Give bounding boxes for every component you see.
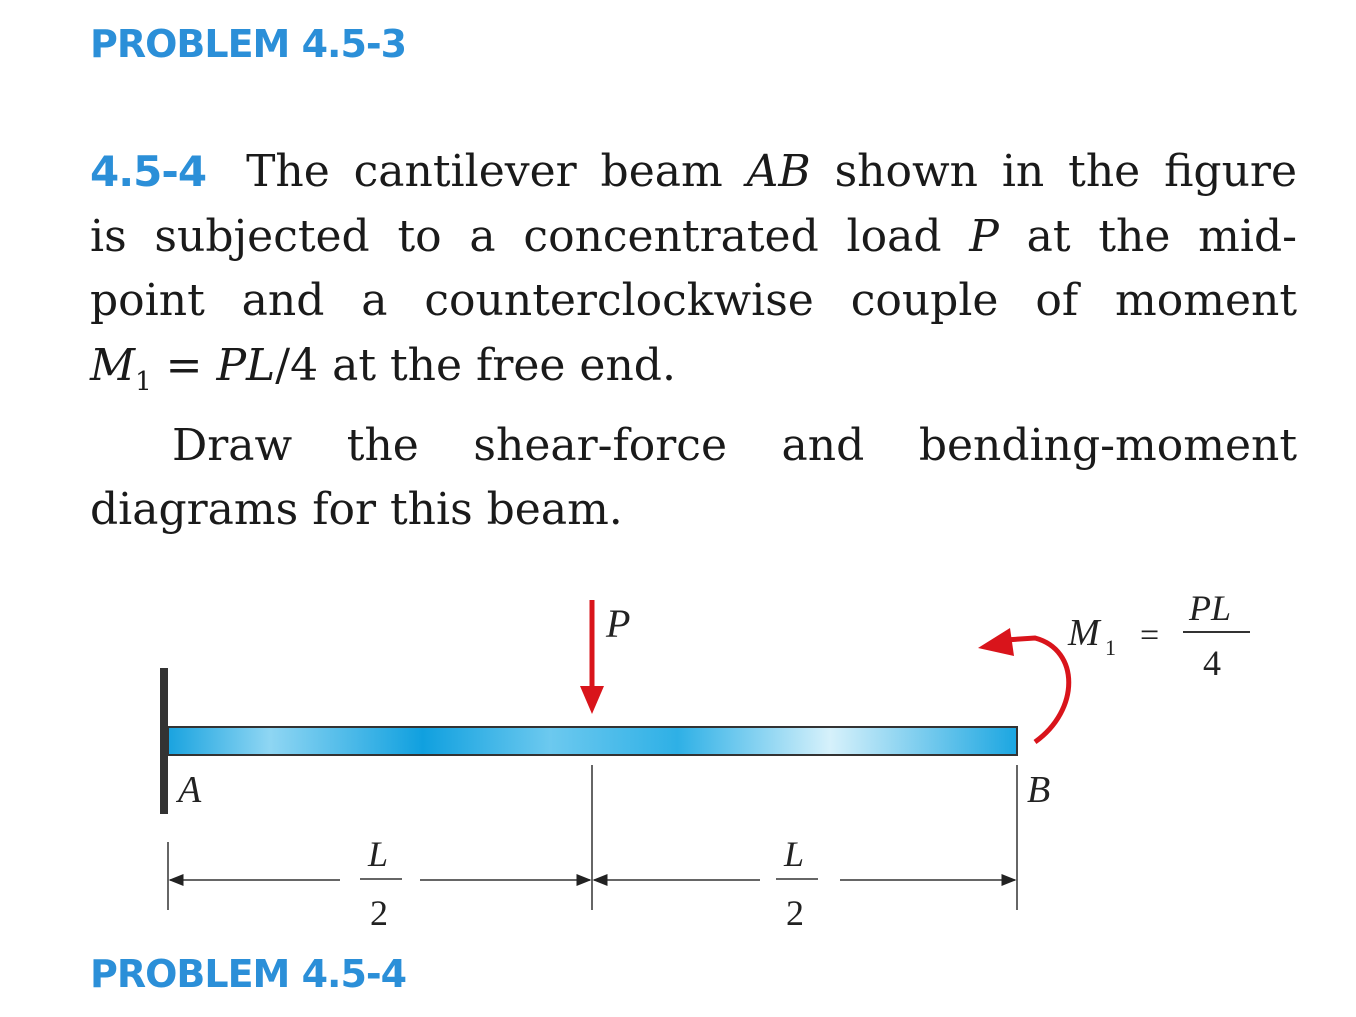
moment-numerator: PL bbox=[1189, 588, 1232, 628]
dim1-numerator: L bbox=[368, 834, 389, 874]
moment-label: M bbox=[1068, 612, 1100, 654]
dim1-denominator: 2 bbox=[370, 893, 388, 933]
text: = bbox=[151, 339, 217, 391]
dimension-lines bbox=[168, 765, 1017, 910]
end-label-b: B bbox=[1027, 769, 1051, 811]
statement-line: Draw the shear-force and bending-moment bbox=[172, 419, 1297, 471]
figure-caption: PROBLEM 4.5-4 bbox=[90, 952, 407, 996]
statement-line: diagrams for this beam. bbox=[90, 484, 623, 536]
load-label: P bbox=[606, 601, 631, 646]
text: at the mid- bbox=[998, 210, 1297, 262]
subscript: 1 bbox=[135, 366, 152, 397]
moment-denominator: 4 bbox=[1203, 643, 1221, 683]
moment-arrow-icon bbox=[978, 628, 1069, 742]
var: P bbox=[969, 210, 999, 262]
var: AB bbox=[746, 146, 811, 197]
text: The cantilever beam bbox=[246, 146, 747, 197]
var: M bbox=[90, 339, 136, 391]
statement-line: point and a counterclockwise couple of moment bbox=[90, 275, 1297, 326]
beam bbox=[168, 727, 1017, 755]
text: shown in the figure bbox=[810, 146, 1298, 197]
text: is subjected to a concentrated load bbox=[90, 210, 970, 262]
fixed-support-wall bbox=[160, 668, 168, 814]
dim2-denominator: 2 bbox=[786, 893, 804, 933]
moment-subscript: 1 bbox=[1105, 635, 1116, 660]
load-arrow-icon bbox=[580, 600, 604, 714]
support-label-a: A bbox=[178, 769, 202, 811]
text: /4 at the free end. bbox=[275, 339, 676, 391]
problem-number: 4.5-4 bbox=[90, 147, 207, 196]
dim2-numerator: L bbox=[784, 834, 805, 874]
var: PL bbox=[216, 339, 276, 391]
previous-problem-heading: PROBLEM 4.5-3 bbox=[90, 22, 407, 66]
moment-equals: = bbox=[1140, 617, 1160, 654]
